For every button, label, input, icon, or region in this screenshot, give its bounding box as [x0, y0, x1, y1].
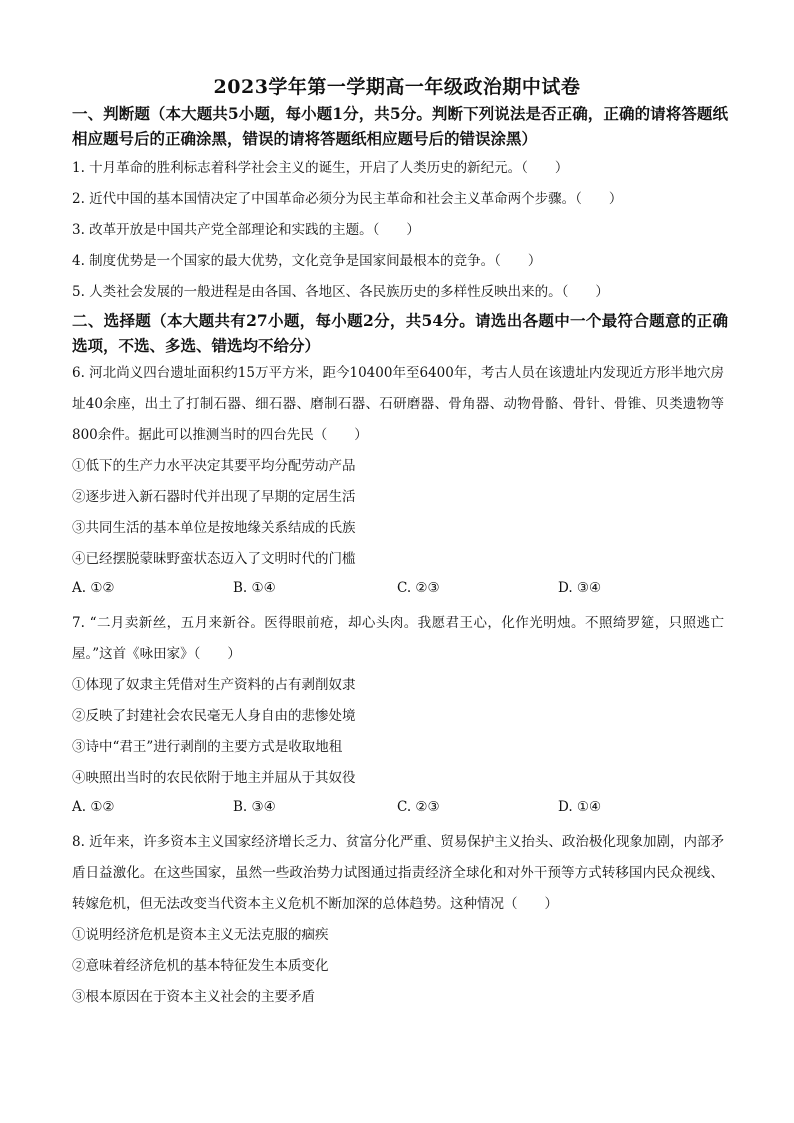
q7-option-b: B. ③④ [233, 799, 276, 815]
judge-item-5: 5. 人类社会发展的一般进程是由各国、各地区、各民族历史的多样性反映出来的。（ ） [72, 284, 609, 300]
q7-option-c: C. ②③ [397, 799, 440, 815]
q7-option-d: D. ①④ [558, 799, 602, 815]
q6-statement-2: ②逐步进入新石器时代并出现了早期的定居生活 [72, 489, 356, 505]
page-title: 2023学年第一学期高一年级政治期中试卷 [213, 76, 581, 98]
q6-options [72, 580, 728, 600]
q8-statement-2: ②意味着经济危机的基本特征发生本质变化 [72, 958, 329, 974]
q6-option-a: A. ①② [72, 580, 115, 596]
q7-statement-3: ③诗中“君王”进行剥削的主要方式是收取地租 [72, 739, 343, 755]
question-8-stem: 8. 近年来，许多资本主义国家经济增长乏力、贫富分化严重、贸易保护主义抬头、政治极化现象加剧，内部矛盾日益激化。在这些国家，虽然一些政治势力试图通过指责经济全球化和对外干预等方式转移国内民众视线、转嫁危机，但无法改变当代资本主义危机不断加深的总体趋势。这种情况（ ） [72, 834, 724, 912]
q7-options [72, 799, 728, 819]
q7-option-a: A. ①② [72, 799, 115, 815]
section-1-heading: 一、判断题（本大题共5小题，每小题1分，共5分。判断下列说法是否正确，正确的请将答题纸相应题号后的正确涂黑，错误的请将答题纸相应题号后的错误涂黑） [72, 104, 728, 148]
q6-option-d: D. ③④ [558, 580, 602, 596]
question-7-stem: 7. “二月卖新丝，五月来新谷。医得眼前疮，却心头肉。我愿君王心，化作光明烛。不照绮罗筵，只照逃亡屋。”这首《咏田家》（ ） [72, 615, 724, 662]
question-6-stem: 6. 河北尚义四台遗址面积约15万平方米，距今10400年至6400年，考古人员在该遗址内发现近方形半地穴房址40余座，出土了打制石器、细石器、磨制石器、石研磨器、骨角器、动物骨骼、骨针、骨锥、贝类遗物等800余件。据此可以推测当时的四台先民（ ） [72, 365, 724, 443]
judge-item-4: 4. 制度优势是一个国家的最大优势，文化竞争是国家间最根本的竞争。（ ） [72, 253, 542, 269]
q8-statement-1: ①说明经济危机是资本主义无法克服的痼疾 [72, 927, 329, 943]
judge-item-3: 3. 改革开放是中国共产党全部理论和实践的主题。（ ） [72, 222, 420, 238]
q6-statement-1: ①低下的生产力水平决定其要平均分配劳动产品 [72, 458, 356, 474]
judge-item-2: 2. 近代中国的基本国情决定了中国革命必须分为民主革命和社会主义革命两个步骤。（ ） [72, 191, 623, 207]
q7-statement-1: ①体现了奴隶主凭借对生产资料的占有剥削奴隶 [72, 677, 356, 693]
q7-statement-4: ④映照出当时的农民依附于地主并屈从于其奴役 [72, 770, 356, 786]
q6-option-b: B. ①④ [233, 580, 276, 596]
section-2-heading: 二、选择题（本大题共有27小题，每小题2分，共54分。请选出各题中一个最符合题意的正确选项，不选、多选、错选均不给分） [72, 311, 728, 355]
q6-statement-3: ③共同生活的基本单位是按地缘关系结成的氏族 [72, 520, 356, 536]
q6-option-c: C. ②③ [397, 580, 440, 596]
judge-item-1: 1. 十月革命的胜利标志着科学社会主义的诞生，开启了人类历史的新纪元。（ ） [72, 160, 569, 176]
q7-statement-2: ②反映了封建社会农民毫无人身自由的悲惨处境 [72, 708, 356, 724]
q8-statement-3: ③根本原因在于资本主义社会的主要矛盾 [72, 989, 315, 1005]
q6-statement-4: ④已经摆脱蒙昧野蛮状态迈入了文明时代的门槛 [72, 551, 356, 567]
